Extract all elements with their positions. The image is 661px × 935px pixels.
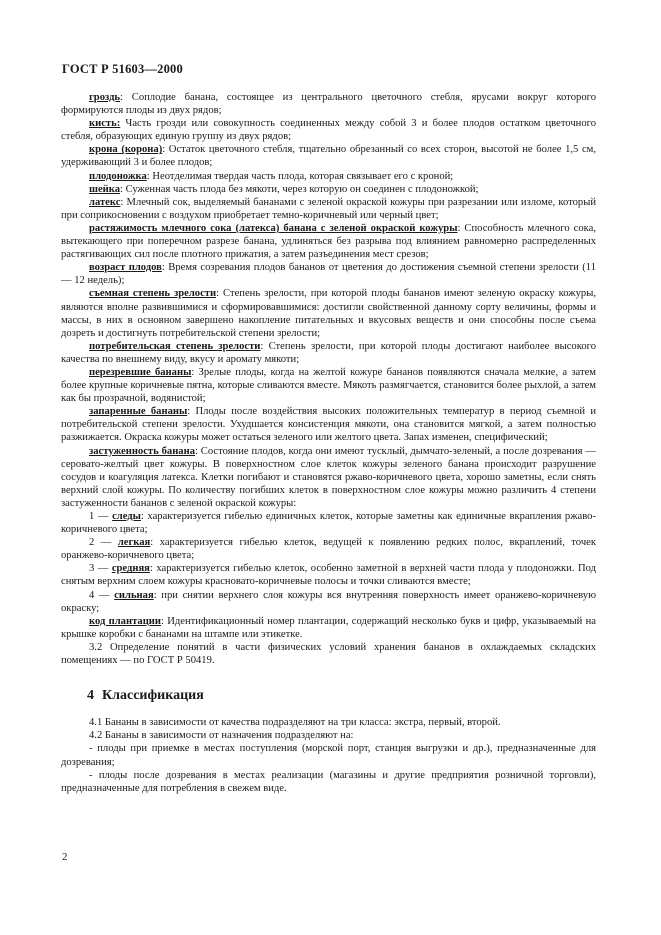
definition-8: [61, 287, 596, 339]
term: шейка: [89, 183, 120, 195]
degree-text: : характеризуется гибелью клеток, особенно заметной в верхней части плода у плодоножки. Под снятым верхним слоем кожуры красновато-коричневые полосы и точки сливаются вместе;: [61, 563, 597, 588]
term: крона (корона): [89, 144, 163, 156]
degree-1: [61, 510, 596, 536]
term: сильная: [114, 589, 154, 601]
definition-10: [61, 366, 596, 405]
definition-text: : Соплодие банана, состоящее из центрального цветочного стебля, ярусами вокруг которого формируются плоды из двух рядов;: [61, 92, 596, 117]
degree-prefix: 1 —: [89, 511, 113, 522]
term: гроздь: [89, 92, 121, 103]
definition-text: : Суженная часть плода без мякоти, через которую он соединен с плодоножкой;: [120, 183, 479, 195]
term: запаренные бананы: [89, 406, 188, 418]
degree-4: [61, 589, 596, 615]
term: латекс: [89, 196, 121, 208]
definition-6: [61, 222, 596, 261]
term: кисть:: [89, 118, 121, 130]
term: перезревшие бананы: [89, 366, 192, 378]
definition-text: : Плоды после воздействия высоких положительных температур в период съемной и потребительской степени зрелости. Ухудшается консистенция мякоти, она становится мягкой, а затем полностью разжижается. Окраска кожуры может остаться зеленого или желтого цвета. Запах изменен, специфический;: [61, 406, 596, 444]
term: застуженность банана: [89, 445, 195, 457]
definition-text: : Млечный сок, выделяемый бананами с зеленой окраской кожуры при разрезании или изломе, который при соприкосновении с воздухом приобретает темно-коричневый или черный цвет;: [61, 196, 596, 221]
definition-text: : Идентификационный номер плантации, содержащий несколько букв и цифр, указываемый на крышке коробки с бананами на штампе или этикетке.: [61, 615, 596, 640]
term: легкая: [117, 537, 151, 549]
definition-0: [61, 91, 596, 117]
degree-prefix: 2 —: [89, 537, 118, 549]
definition-plantation-code: [61, 615, 596, 641]
definition-text: : Степень зрелости, при которой плоды достигают наиболее высокого качества по внешнему виду, вкусу и аромату мякоти;: [61, 340, 596, 365]
definition-5: [61, 196, 596, 222]
clause-4-2: 4.2 Бананы в зависимости от назначения подразделяют на:: [89, 730, 354, 742]
definition-text: : Неотделимая твердая часть плода, которая связывает его с кроной;: [146, 170, 454, 182]
term: следы: [112, 511, 141, 522]
degree-prefix: 4 —: [89, 589, 115, 601]
section-heading: [87, 689, 596, 702]
definition-9: [61, 340, 596, 366]
definition-text: : Зрелые плоды, когда на желтой кожуре бананов появляются сначала мелкие, а затем более крупные коричневые пятна, которые сливаются вместе. Мякоть размягчается, становится более рыхлой, а затем как бы прозрачной, водянистой;: [61, 366, 596, 405]
list-item: - плоды после дозревания в местах реализации (магазины и другие предприятия розничной торговли), предназначенные для потребления в свежем виде.: [61, 769, 596, 794]
document-header: ГОСТ Р 51603—2000: [62, 62, 183, 76]
definition-text: Часть грозди или совокупность соединенных между собой 3 и более плодов остатком цветочного стебля, образующих единую группу из двух рядов;: [61, 118, 596, 143]
page-number: 2: [62, 851, 68, 863]
definition-3: [61, 170, 596, 183]
degree-text: : при снятии верхнего слоя кожуры вся внутренняя поверхность имеет оранжево-коричневую окраску;: [61, 589, 596, 614]
term: средняя: [111, 563, 150, 575]
definition-7: [61, 261, 596, 287]
clause-4-1: 4.1 Бананы в зависимости от качества подразделяют на три класса: экстра, первый, второй.: [89, 717, 501, 729]
term: потребительская степень зрелости: [89, 340, 261, 352]
degree-3: [61, 562, 596, 588]
definition-text: : Время созревания плодов бананов от цветения до достижения съемной степени зрелости (11 — 12 недель);: [61, 262, 596, 287]
term: плодоножка: [89, 170, 147, 182]
definition-text: : Состояние плодов, когда они имеют тусклый, дымчато-зеленый, а после дозревания — серовато-желтый цвет кожуры. В поверхностном слое клеток кожуры зеленого банана происходит разрушение сосудов и коагуляция латекса. Клетки погибают и становятся ржаво-коричневого цвета, хорошо заметны, если снять верхний слой кожуры. По количеству погибших клеток в поверхностном слое кожуры можно различить 4 степени застуженности бананов с зеленой окраской кожуры:: [61, 445, 596, 509]
definition-text: : Остаток цветочного стебля, тщательно обрезанный со всех сторон, высотой не более 1,5 см, удерживающий 3 и более плодов;: [61, 144, 597, 169]
term: растяжимость млечного сока (латекса) банана с зеленой окраской кожуры: [89, 222, 458, 234]
definition-4: [61, 183, 596, 196]
definition-text: : Способность млечного сока, вытекающего при поперечном разрезе банана, удлиняться без разрыва под влиянием равномерно распределенных растягивающих сил после плотного прижатия, а затем разъединения мест срезов;: [61, 222, 596, 261]
degree-2: [61, 536, 596, 562]
degree-text: : характеризуется гибелью единичных клеток, которые заметны как единичные вкрапления ржаво-коричневого цвета;: [61, 511, 597, 536]
definition-1: [61, 117, 596, 143]
definition-11: [61, 405, 596, 444]
section-number: 4: [87, 688, 94, 704]
degree-text: : характеризуется гибелью клеток, ведущей к появлению редких полос, вкраплений, точек оранжево-коричневого цвета;: [61, 537, 597, 562]
list-item: - плоды при приемке в местах поступления (морской порт, станция выгрузки и др.), предназначенные для дозревания;: [61, 743, 596, 768]
term: съемная степень зрелости: [89, 288, 217, 300]
definition-text: : Степень зрелости, при которой плоды бананов имеют зеленую окраску кожуры, являются вполне развившимися и сформировавшимися: достигли свойственной данному сорту величины, формы и массы, в них в основном завершено накопление питательных и вкусовых веществ и они способны после съема дозреть и достигнуть потребительской степени зрелости;: [61, 288, 596, 339]
document-body: [61, 91, 596, 795]
definition-12: [61, 445, 596, 510]
term: возраст плодов: [89, 262, 162, 274]
section-title: Классификация: [102, 688, 204, 704]
term: код плантации: [89, 615, 162, 627]
definition-2: [61, 143, 596, 169]
degree-prefix: 3 —: [89, 563, 112, 575]
clause-3-2: 3.2 Определение понятий в части физических условий хранения бананов в охлаждаемых складских помещениях — по ГОСТ Р 50419.: [61, 641, 596, 667]
